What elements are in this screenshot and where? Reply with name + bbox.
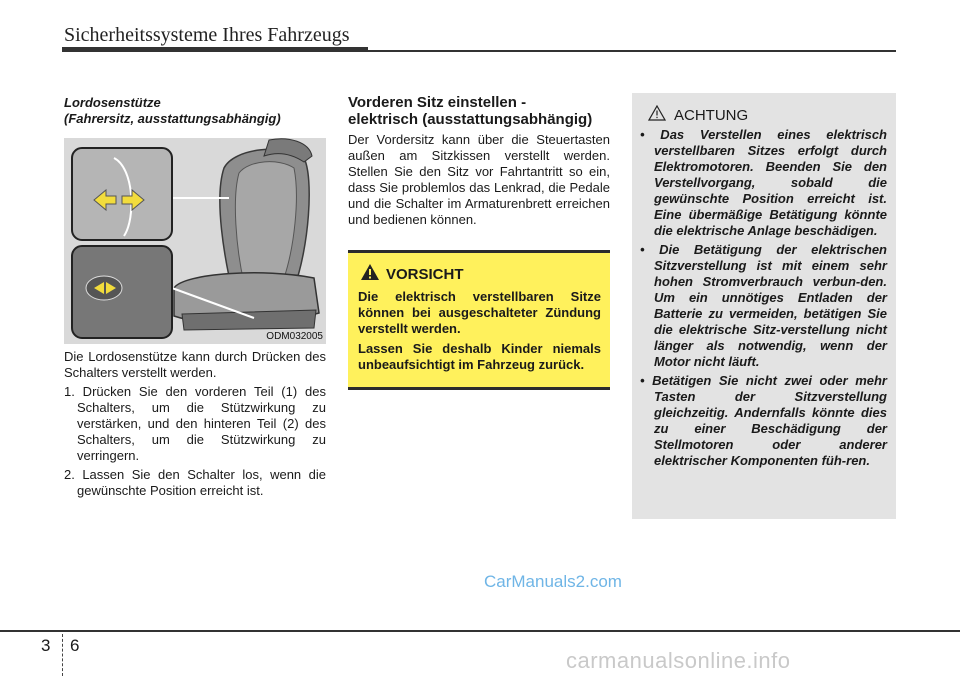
caution-box [348,250,610,390]
lordosis-heading-line1: Lordosenstütze [64,95,161,110]
warning-outline-triangle-icon [648,105,666,127]
lordosis-step-2: 2. Lassen Sie den Schalter los, wenn die gewünschte Position erreicht ist. [64,467,326,498]
seat-drawing [64,138,326,344]
chapter-number: 3 [41,636,51,655]
power-seat-body: Der Vordersitz kann über die Steuertasten außen am Sitzkissen verstellt werden. Stellen Sie den Sitz vor Fahrtantritt so ein, dass Sie problemlos das Lenkrad, die Pedale und die Schalter im Armaturenbrett erreichen und bedienen können. [348,132,610,227]
lordosis-intro: Die Lordosenstütze kann durch Drücken des Schalters verstellt werden. [64,349,326,380]
page-number: 6 [70,636,80,655]
caution-paragraph-2: Lassen Sie deshalb Kinder niemals unbeaufsichtigt im Fahrzeug zurück. [358,341,601,372]
warning-title-text: ACHTUNG [674,107,749,124]
warning-list [640,127,887,472]
caution-paragraph-1: Die elektrisch verstellbaren Sitze können bei ausgeschalteter Zündung verstellt werden. [358,289,601,336]
lordosis-step-1: 1. Drücken Sie den vorderen Teil (1) des Schalters, um die Stützwirkung zu verstärken, und den hinteren Teil (2) des Schalters, um die Stützwirkung zu verringern. [64,384,326,463]
seat-illustration [64,138,326,344]
lordosis-heading [64,95,326,127]
header-rule-thin [368,50,896,52]
warning-item-1: • Das Verstellen eines elektrisch verstellbaren Sitzes erfolgt durch Elektromotoren. Beenden Sie den Verstellvorgang, sobald die gewünschte Position erreicht ist. Eine übermäßige Betätigung könnte die elektrische Anlage beschädigen. [640,127,887,238]
lordosis-heading-line2: (Fahrersitz, ausstattungsabhängig) [64,111,281,126]
warning-triangle-icon [360,263,380,287]
header-rule-thick [62,47,368,52]
power-seat-section [348,94,610,228]
caution-title [360,263,601,287]
footer-rule [0,630,960,632]
power-seat-heading [348,94,610,128]
power-seat-heading-line2: elektrisch (ausstattungsabhängig) [348,111,593,128]
footer-divider [62,634,63,676]
lordosis-section [64,95,326,127]
watermark-carmanualsonline[interactable]: carmanualsonline.info [566,648,791,673]
header-title: Sicherheitssysteme Ihres Fahrzeugs [64,24,350,46]
watermark-carmanuals2[interactable]: CarManuals2.com [484,572,622,591]
lordosis-instructions [64,349,326,499]
image-code: ODM032005 [266,331,323,342]
warning-item-3: • Betätigen Sie nicht zwei oder mehr Tasten der Sitzverstellung gleichzeitig. Andernfalls könnte dies zu einer Beschädigung der Stellmotoren oder anderer elektrischer Komponenten füh-ren. [640,373,887,468]
power-seat-heading-line1: Vorderen Sitz einstellen - [348,94,527,111]
caution-title-text: VORSICHT [386,266,464,283]
warning-title [648,105,748,127]
warning-item-2: • Die Betätigung der elektrischen Sitzverstellung ist mit einem sehr hohen Stromverbrauch verbun-den. Um ein unnötiges Entladen der Batterie zu vermeiden, betätigen Sie die elektrische Sitz-verstellung nicht länger als notwendig, wenn der Motor nicht läuft. [640,242,887,369]
